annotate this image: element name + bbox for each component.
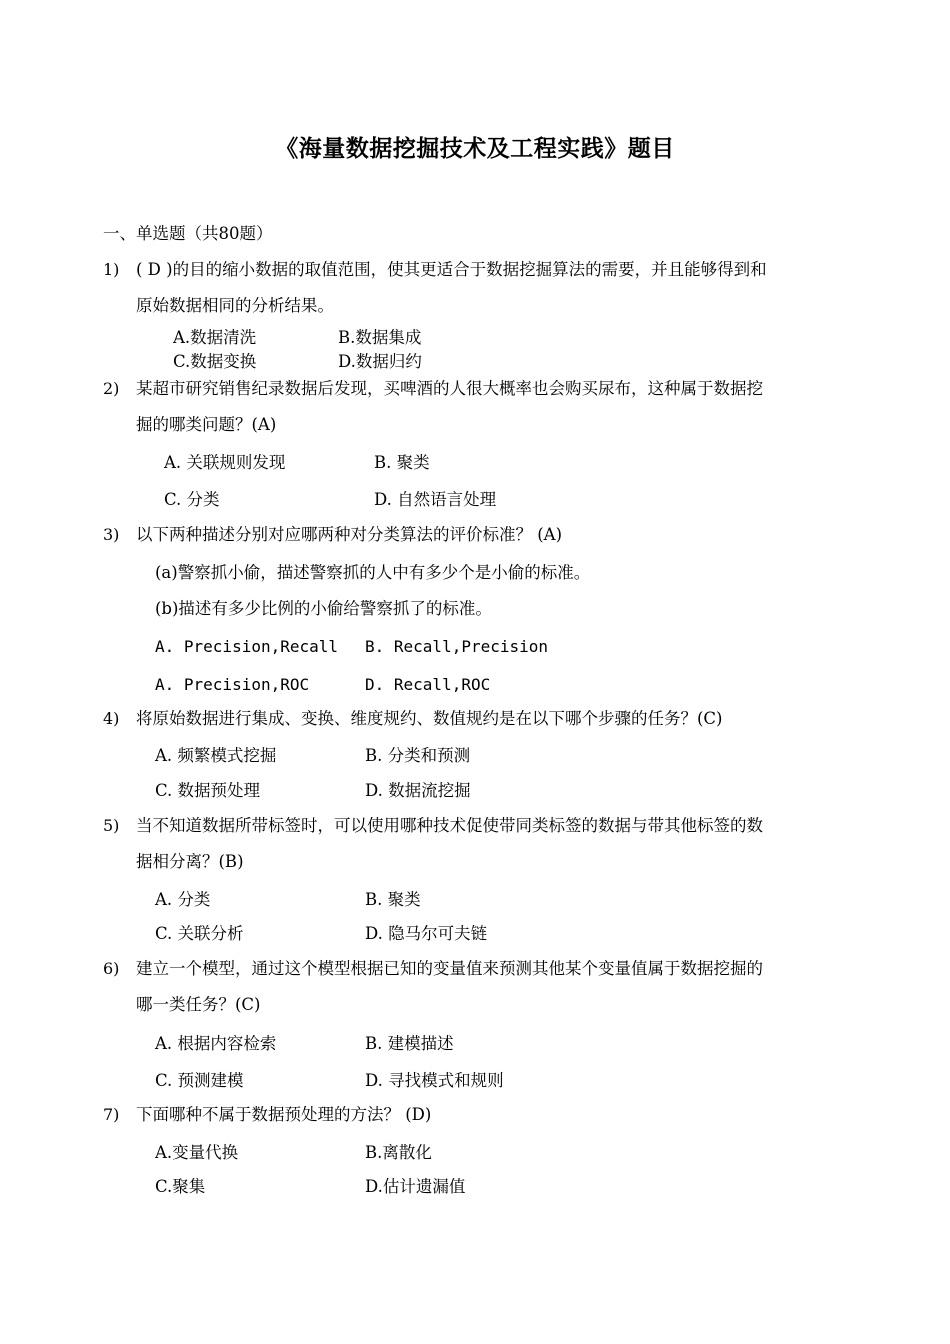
option-b: B. 聚类 xyxy=(374,453,430,472)
question-text: ( D )的目的缩小数据的取值范围，使其更适合于数据挖掘算法的需要，并且能够得到和 xyxy=(136,260,767,279)
question-text: 据相分离？(B) xyxy=(136,852,244,871)
option-d: D.估计遗漏值 xyxy=(365,1177,466,1196)
question-number: 3) xyxy=(103,525,120,544)
question-number: 7) xyxy=(103,1105,120,1124)
option-d: D. Recall,ROC xyxy=(365,675,491,694)
question-number: 4) xyxy=(103,709,120,728)
option-a: A.变量代换 xyxy=(155,1143,239,1162)
option-c: C. 预测建模 xyxy=(155,1071,244,1090)
option-d: D. 自然语言处理 xyxy=(374,490,497,509)
section-heading: 一、单选题（共80题） xyxy=(103,224,273,243)
option-b: B. 建模描述 xyxy=(365,1034,454,1053)
question-text: 原始数据相同的分析结果。 xyxy=(136,296,334,315)
question-text: 以下两种描述分别对应哪两种对分类算法的评价标准？ (A) xyxy=(136,525,563,544)
option-c: C. 数据预处理 xyxy=(155,781,261,800)
option-a: A.数据清洗 xyxy=(173,328,257,347)
document-title: 《海量数据挖掘技术及工程实践》题目 xyxy=(275,136,675,162)
question-number: 5) xyxy=(103,816,120,835)
option-b: B. 分类和预测 xyxy=(365,746,471,765)
option-a: A. 关联规则发现 xyxy=(164,453,286,472)
option-b: B. 聚类 xyxy=(365,890,421,909)
question-text: 哪一类任务？(C) xyxy=(136,995,261,1014)
option-a: A. Precision,Recall xyxy=(155,637,339,656)
option-b: B.离散化 xyxy=(365,1143,432,1162)
question-text: 掘的哪类问题？(A) xyxy=(136,415,277,434)
option-a: A. 频繁模式挖掘 xyxy=(155,746,277,765)
option-d: D. 隐马尔可夫链 xyxy=(365,924,488,943)
option-a: A. 分类 xyxy=(155,890,211,909)
question-number: 6) xyxy=(103,959,120,978)
option-c: C. 分类 xyxy=(164,490,220,509)
question-number: 2) xyxy=(103,379,120,398)
question-subtext: (a)警察抓小偷，描述警察抓的人中有多少个是小偷的标准。 xyxy=(155,563,591,582)
option-c: C.数据变换 xyxy=(173,352,257,371)
option-d: D.数据归约 xyxy=(338,352,422,371)
option-d: D. 数据流挖掘 xyxy=(365,781,471,800)
question-text: 当不知道数据所带标签时，可以使用哪种技术促使带同类标签的数据与带其他标签的数 xyxy=(136,816,763,835)
question-text: 将原始数据进行集成、变换、维度规约、数值规约是在以下哪个步骤的任务？(C) xyxy=(136,709,723,728)
option-d: D. 寻找模式和规则 xyxy=(365,1071,504,1090)
option-b: B. Recall,Precision xyxy=(365,637,549,656)
option-b: B.数据集成 xyxy=(338,328,422,347)
question-text: 建立一个模型，通过这个模型根据已知的变量值来预测其他某个变量值属于数据挖掘的 xyxy=(136,959,763,978)
question-text: 下面哪种不属于数据预处理的方法？ (D) xyxy=(136,1105,432,1124)
option-c: C.聚集 xyxy=(155,1177,206,1196)
question-number: 1) xyxy=(103,260,120,279)
option-c: A. Precision,ROC xyxy=(155,675,310,694)
question-subtext: (b)描述有多少比例的小偷给警察抓了的标准。 xyxy=(155,599,492,618)
option-a: A. 根据内容检索 xyxy=(155,1034,277,1053)
question-text: 某超市研究销售纪录数据后发现，买啤酒的人很大概率也会购买尿布，这种属于数据挖 xyxy=(136,379,763,398)
option-c: C. 关联分析 xyxy=(155,924,244,943)
